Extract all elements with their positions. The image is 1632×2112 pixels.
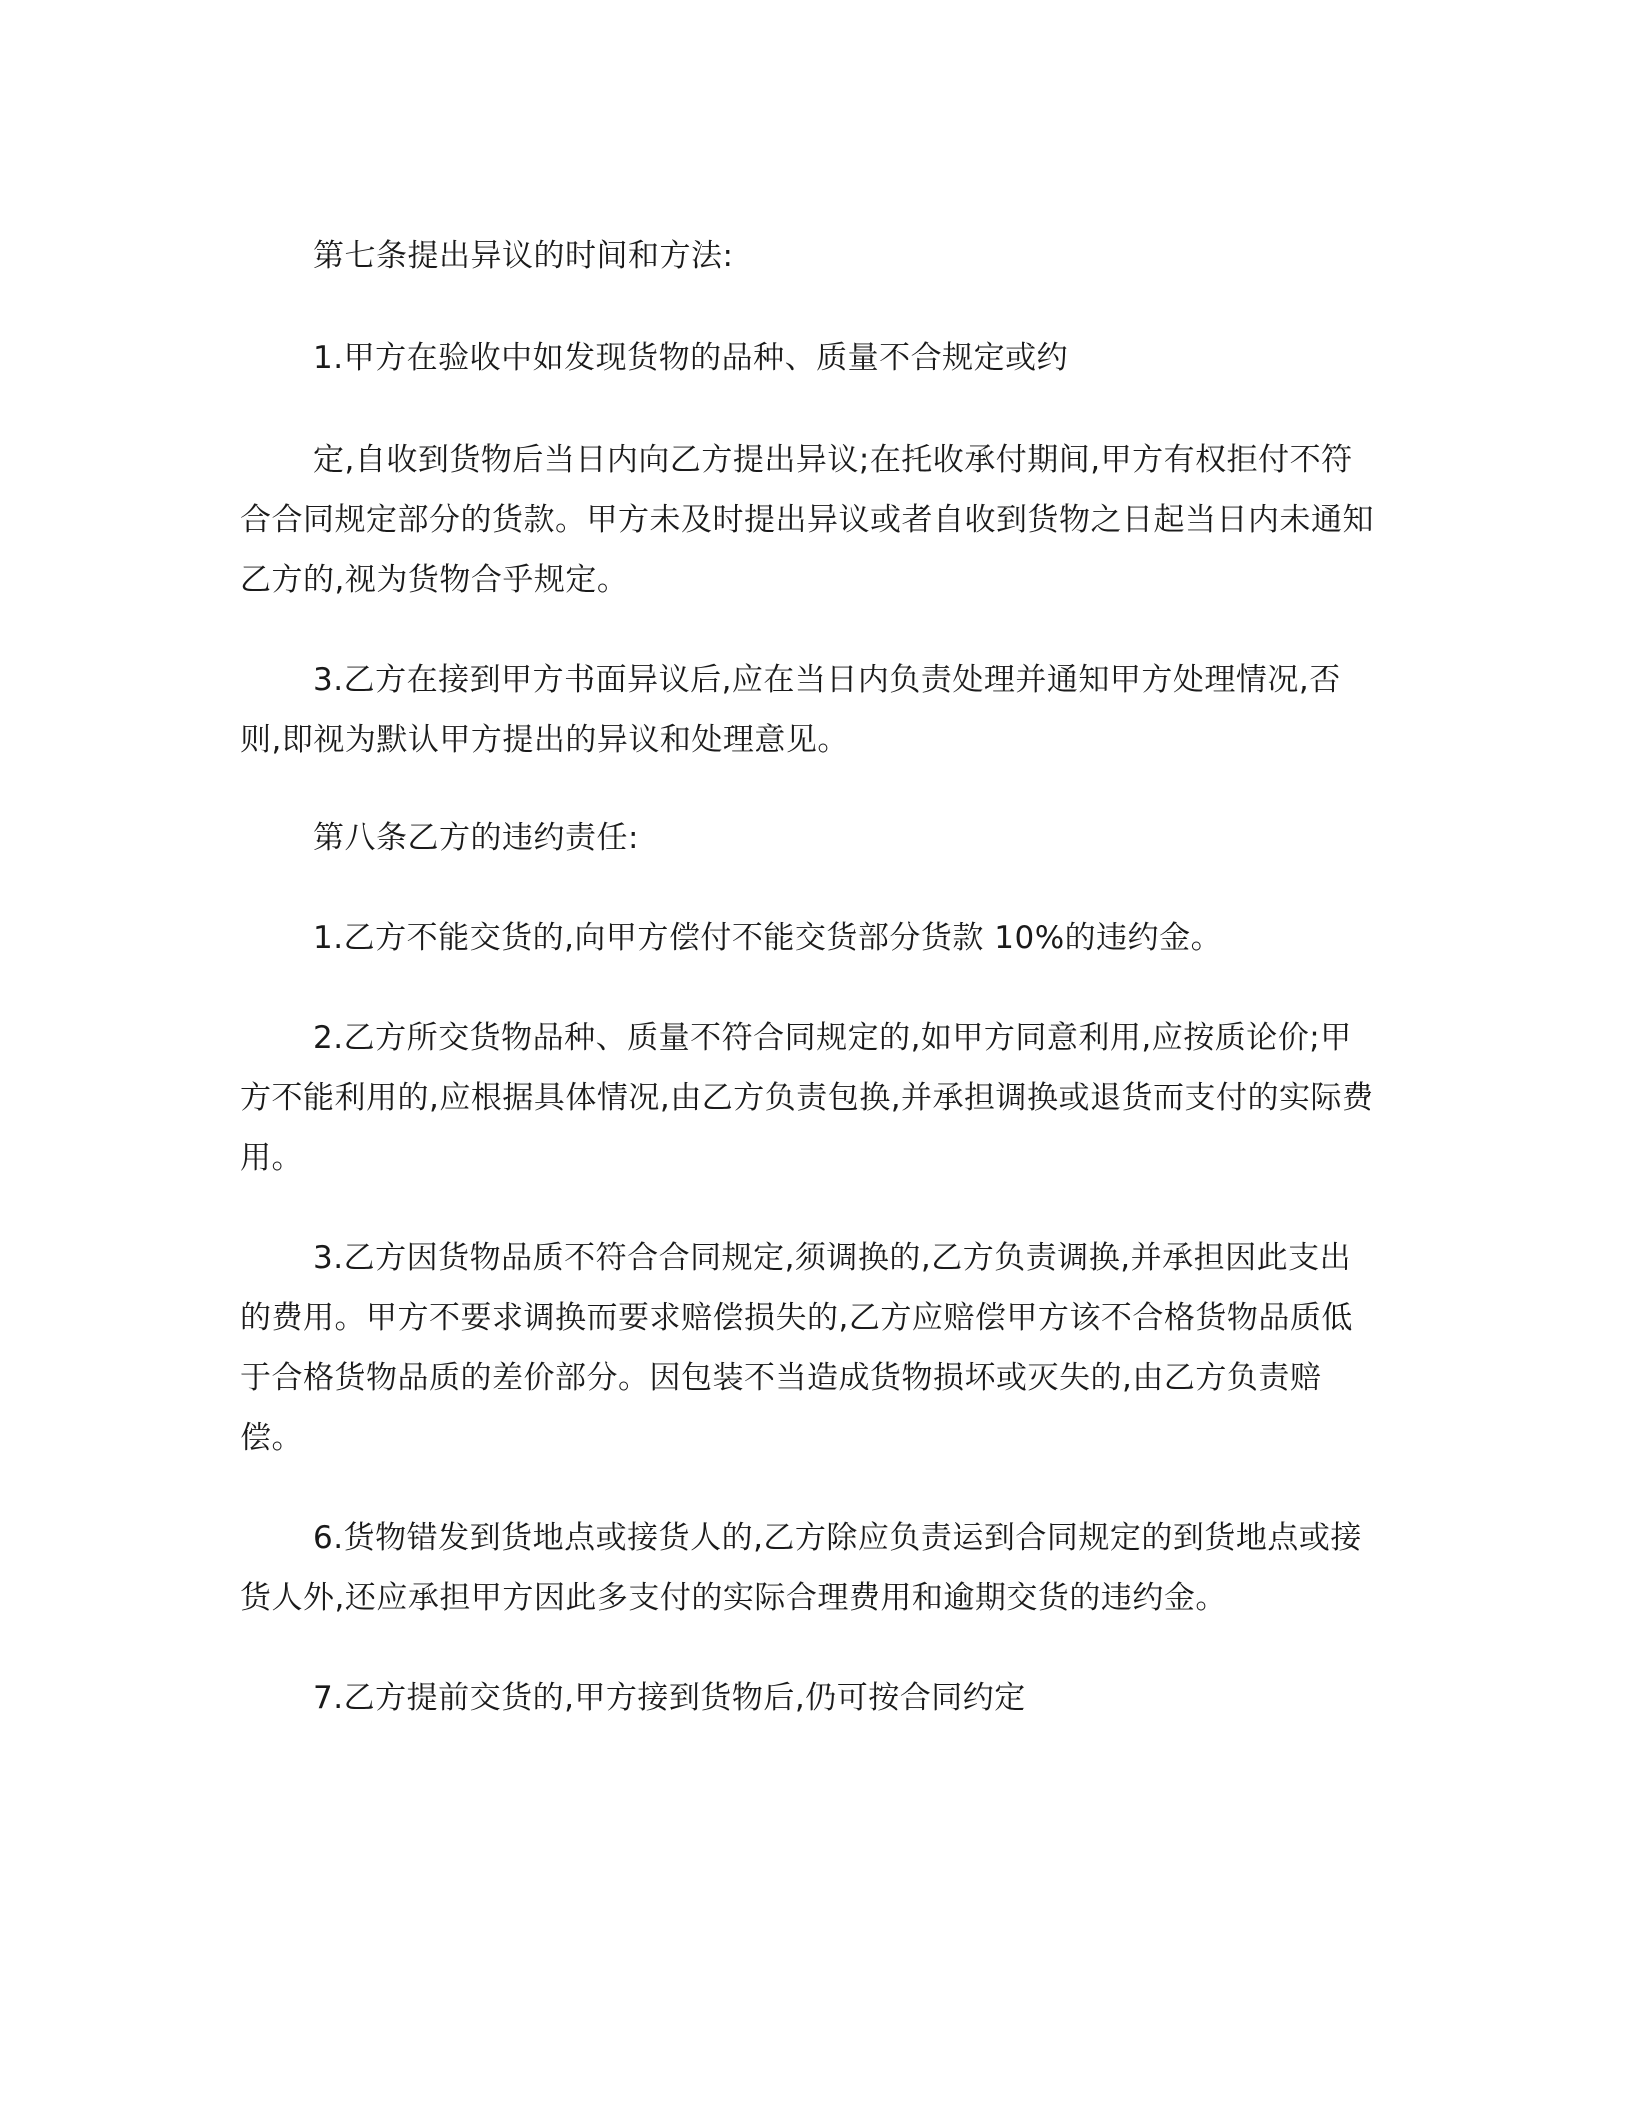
article-8-item-3-line-3: 于合格货物品质的差价部分。因包装不当造成货物损坏或灭失的,由乙方负责赔 xyxy=(240,1360,1322,1396)
article-7-item-1-line-3: 合合同规定部分的货款。甲方未及时提出异议或者自收到货物之日起当日内未通知 xyxy=(240,502,1374,538)
article-8-item-7: 7.乙方提前交货的,甲方接到货物后,仍可按合同约定 xyxy=(313,1680,1026,1716)
article-7-heading: 第七条提出异议的时间和方法: xyxy=(313,238,734,274)
article-8-item-2-line-3: 用。 xyxy=(240,1140,303,1176)
article-8-item-3-line-4: 偿。 xyxy=(240,1420,303,1456)
article-7-item-3-line-2: 则,即视为默认甲方提出的异议和处理意见。 xyxy=(240,722,849,758)
article-7-item-1-line-4: 乙方的,视为货物合乎规定。 xyxy=(240,562,629,598)
article-8-item-2-line-1: 2.乙方所交货物品种、质量不符合同规定的,如甲方同意利用,应按质论价;甲 xyxy=(313,1020,1352,1056)
article-7-item-3-line-1: 3.乙方在接到甲方书面异议后,应在当日内负责处理并通知甲方处理情况,否 xyxy=(313,662,1341,698)
article-8-heading: 第八条乙方的违约责任: xyxy=(313,820,639,856)
article-8-item-1: 1.乙方不能交货的,向甲方偿付不能交货部分货款 10%的违约金。 xyxy=(313,920,1223,956)
article-7-item-1-line-1: 1.甲方在验收中如发现货物的品种、质量不合规定或约 xyxy=(313,340,1069,376)
article-8-item-6-line-2: 货人外,还应承担甲方因此多支付的实际合理费用和逾期交货的违约金。 xyxy=(240,1580,1227,1616)
article-8-item-3-line-2: 的费用。甲方不要求调换而要求赔偿损失的,乙方应赔偿甲方该不合格货物品质低 xyxy=(240,1300,1353,1336)
article-8-item-3-line-1: 3.乙方因货物品质不符合合同规定,须调换的,乙方负责调换,并承担因此支出 xyxy=(313,1240,1352,1276)
article-7-item-1-line-2: 定,自收到货物后当日内向乙方提出异议;在托收承付期间,甲方有权拒付不符 xyxy=(313,442,1353,478)
article-8-item-6-line-1: 6.货物错发到货地点或接货人的,乙方除应负责运到合同规定的到货地点或接 xyxy=(313,1520,1362,1556)
article-8-item-2-line-2: 方不能利用的,应根据具体情况,由乙方负责包换,并承担调换或退货而支付的实际费 xyxy=(240,1080,1374,1116)
